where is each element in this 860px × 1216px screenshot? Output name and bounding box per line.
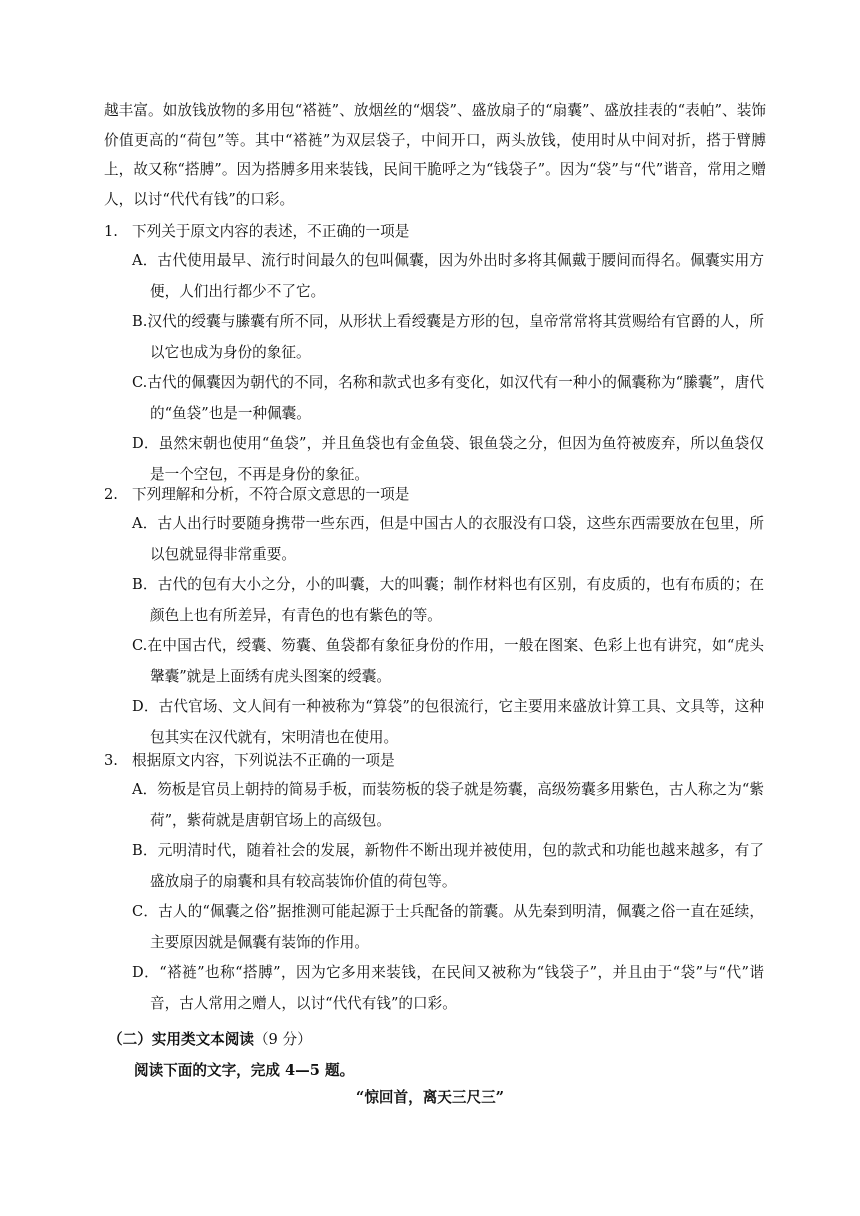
option-d <box>132 692 764 753</box>
option-text: 古代的包有大小之分，小的叫囊，大的叫囊；制作材料也有区别，有皮质的，也有布质的；在颜色上也有所差异，有青色的也有紫色的等。 <box>150 576 764 624</box>
intro-paragraph: 越丰富。如放钱放物的多用包“褡裢”、放烟丝的“烟袋”、盛放扇子的“扇囊”、盛放挂表的“表帕”、装饰价值更高的“荷包”等。其中“褡裢”为双层袋子，中间开口，两头放钱，使用时从中间对折，搭于臂膊上，故又称“搭膊”。因为搭膊多用来装钱，民间干脆呼之为“钱袋子”。因为“袋”与“代”谐音，常用之赠人，以讨“代代有钱”的口彩。 <box>104 102 766 208</box>
section-points: （9 分） <box>253 1031 312 1048</box>
option-c <box>132 631 764 692</box>
option-text: 笏板是官员上朝持的简易手板，而装笏板的袋子就是笏囊，高级笏囊多用紫色，古人称之为“紫荷”，紫荷就是唐朝官场上的高级包。 <box>150 781 764 829</box>
reading-instruction: 阅读下面的文字，完成 4—5 题。 <box>134 1062 355 1079</box>
option-letter: C． <box>132 903 159 920</box>
section-heading <box>108 1026 312 1054</box>
option-text: “褡裢”也称“搭膊”，因为它多用来装钱，在民间又被称为“钱袋子”，并且由于“袋”与“代”谐音，古人常用之赠人，以讨“代代有钱”的口彩。 <box>150 964 764 1012</box>
question-1 <box>104 217 764 490</box>
option-text: 古代官场、文人间有一种被称为“算袋”的包很流行，它主要用来盛放计算工具、文具等，这种包其实在汉代就有，宋明清也在使用。 <box>150 698 764 746</box>
section-title: （二）实用类文本阅读 <box>108 1031 254 1048</box>
option-letter: D． <box>132 964 160 981</box>
option-c <box>132 368 764 429</box>
option-b <box>132 836 764 897</box>
option-text: 虽然宋朝也使用“鱼袋”，并且鱼袋也有金鱼袋、银鱼袋之分，但因为鱼符被废弃，所以鱼袋仅是一个空包，不再是身份的象征。 <box>150 435 764 483</box>
option-d <box>132 958 764 1019</box>
option-text: 在中国古代，绶囊、笏囊、鱼袋都有象征身份的作用，一般在图案、色彩上也有讲究，如“虎头鞶囊”就是上面绣有虎头图案的绶囊。 <box>147 637 764 685</box>
article-title: “惊回首，离天三尺三” <box>355 1089 505 1106</box>
option-text: 古人的“佩囊之俗”据推测可能起源于士兵配备的箭囊。从先秦到明清，佩囊之俗一直在延续，主要原因就是佩囊有装饰的作用。 <box>150 903 764 951</box>
question-number: 3. <box>104 752 118 769</box>
option-c <box>132 897 764 958</box>
question-stem <box>104 480 764 509</box>
option-letter: B． <box>132 842 158 859</box>
option-text: 元明清时代，随着社会的发展，新物件不断出现并被使用，包的款式和功能也越来越多，有了盛放扇子的扇囊和具有较高装饰价值的荷包等。 <box>150 842 764 890</box>
option-letter: A． <box>132 781 158 798</box>
option-letter: C. <box>132 637 148 654</box>
question-text: 根据原文内容，下列说法不正确的一项是 <box>132 752 395 769</box>
option-text: 古代的佩囊因为朝代的不同，名称和款式也多有变化，如汉代有一种小的佩囊称为“縢囊”，唐代的“鱼袋”也是一种佩囊。 <box>147 374 764 422</box>
question-stem <box>104 746 764 775</box>
option-text: 汉代的绶囊与縢囊有所不同，从形状上看绶囊是方形的包，皇帝常常将其赏赐给有官爵的人，所以它也成为身份的象征。 <box>147 313 764 361</box>
option-a <box>132 246 764 307</box>
option-letter: B． <box>132 576 158 593</box>
question-2 <box>104 480 764 753</box>
question-stem <box>104 217 764 246</box>
option-letter: D． <box>132 698 159 715</box>
option-b <box>132 307 764 368</box>
question-number: 2. <box>104 486 118 503</box>
option-letter: A． <box>132 515 158 532</box>
option-a <box>132 775 764 836</box>
question-3 <box>104 746 764 1019</box>
option-b <box>132 570 764 631</box>
question-text: 下列关于原文内容的表述，不正确的一项是 <box>132 223 410 240</box>
option-letter: B. <box>132 313 148 330</box>
option-letter: A． <box>132 252 158 269</box>
question-text: 下列理解和分析，不符合原文意思的一项是 <box>132 486 410 503</box>
option-text: 古代使用最早、流行时间最久的包叫佩囊，因为外出时多将其佩戴于腰间而得名。佩囊实用方便，人们出行都少不了它。 <box>150 252 764 300</box>
question-number: 1. <box>104 223 118 240</box>
option-a <box>132 509 764 570</box>
option-letter: C. <box>132 374 148 391</box>
option-letter: D． <box>132 435 159 452</box>
option-text: 古人出行时要随身携带一些东西，但是中国古人的衣服没有口袋，这些东西需要放在包里，所以包就显得非常重要。 <box>150 515 764 563</box>
